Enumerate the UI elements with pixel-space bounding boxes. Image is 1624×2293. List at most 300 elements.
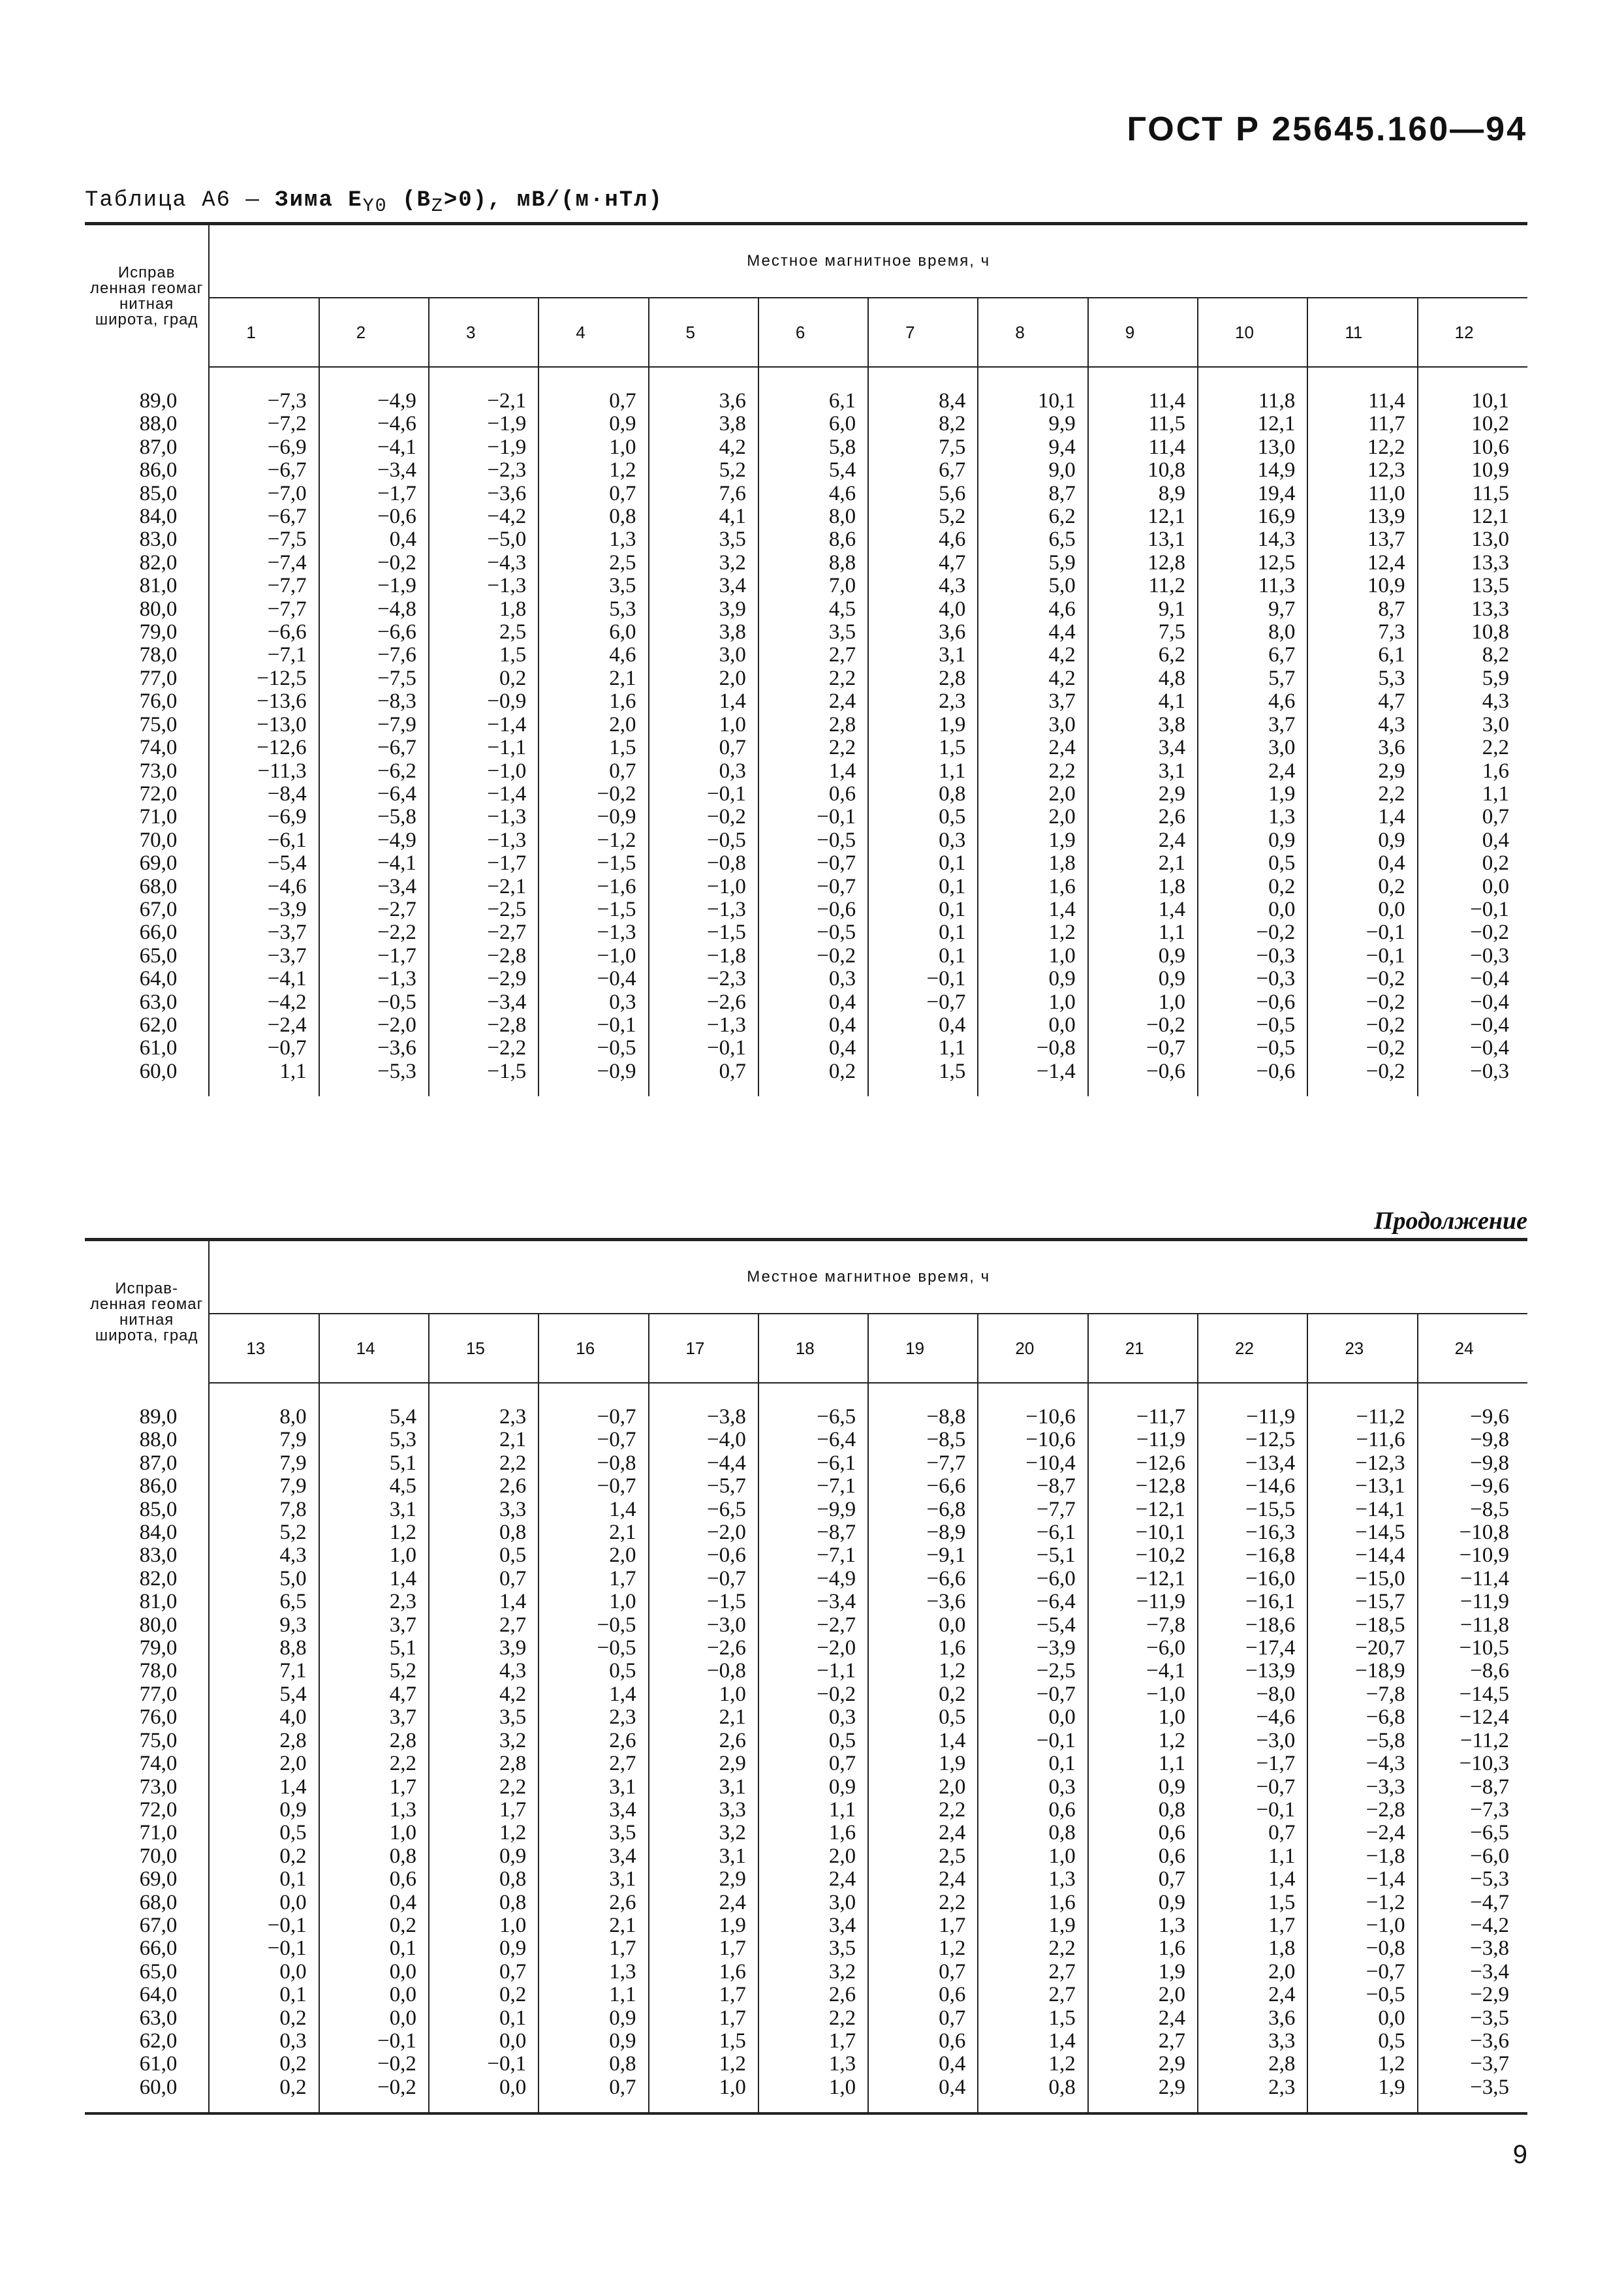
value-cell: 4,5 bbox=[758, 598, 868, 621]
value-cell: −0,8 bbox=[649, 1660, 758, 1683]
value-cell: −12,3 bbox=[1307, 1452, 1417, 1475]
table-row bbox=[85, 1776, 1527, 1799]
value-cell: −12,5 bbox=[209, 667, 319, 690]
value-cell: 0,9 bbox=[539, 2007, 648, 2030]
value-cell: −18,9 bbox=[1307, 1660, 1417, 1683]
value-cell: 1,4 bbox=[868, 1730, 978, 1752]
table-row bbox=[85, 806, 1527, 829]
value-cell: 1,7 bbox=[429, 1799, 539, 1822]
value-cell: 5,0 bbox=[978, 575, 1087, 597]
latitude-cell: 73,0 bbox=[139, 1775, 178, 1799]
latitude-cell: 71,0 bbox=[139, 805, 178, 829]
value-cell: −17,4 bbox=[1198, 1637, 1307, 1660]
value-cell: −1,2 bbox=[1307, 1891, 1417, 1914]
value-cell: 5,9 bbox=[978, 552, 1087, 575]
value-cell: 4,7 bbox=[868, 552, 978, 575]
value-cell: −9,9 bbox=[758, 1498, 868, 1521]
value-cell: 11,5 bbox=[1418, 482, 1527, 505]
value-cell: −0,5 bbox=[1307, 1984, 1417, 2006]
value-cell: −5,3 bbox=[1418, 1868, 1527, 1891]
value-cell: 0,6 bbox=[868, 1984, 978, 2006]
value-cell: −1,4 bbox=[429, 714, 539, 736]
value-cell: −0,5 bbox=[758, 829, 868, 852]
value-cell: −1,5 bbox=[539, 898, 648, 921]
value-cell: −4,3 bbox=[1307, 1752, 1417, 1775]
value-cell: 3,2 bbox=[758, 1961, 868, 1984]
value-cell: 4,6 bbox=[539, 644, 648, 667]
value-cell: 12,8 bbox=[1088, 552, 1198, 575]
value-cell: 1,0 bbox=[1088, 991, 1198, 1014]
value-cell: 3,0 bbox=[758, 1891, 868, 1914]
latitude-cell: 66,0 bbox=[139, 1937, 178, 1961]
value-cell: −6,6 bbox=[319, 621, 429, 644]
value-cell: 2,1 bbox=[539, 1914, 648, 1937]
table-row bbox=[85, 598, 1527, 621]
value-cell: 1,9 bbox=[868, 714, 978, 736]
value-cell: 0,4 bbox=[319, 528, 429, 551]
value-cell: −0,6 bbox=[649, 1544, 758, 1567]
value-cell: −10,3 bbox=[1418, 1752, 1527, 1775]
value-cell: 0,6 bbox=[1088, 1822, 1198, 1844]
value-cell: 0,8 bbox=[1088, 1799, 1198, 1822]
value-cell: 4,3 bbox=[1307, 714, 1417, 736]
value-cell: −8,0 bbox=[1198, 1683, 1307, 1706]
value-cell: 3,9 bbox=[649, 598, 758, 621]
value-cell: 0,7 bbox=[539, 367, 648, 413]
value-cell: −11,2 bbox=[1418, 1730, 1527, 1752]
value-cell: −6,7 bbox=[209, 505, 319, 528]
value-cell: 9,9 bbox=[978, 413, 1087, 435]
value-cell: −0,4 bbox=[1418, 968, 1527, 990]
table-row bbox=[85, 505, 1527, 528]
value-cell: 1,3 bbox=[978, 1868, 1087, 1891]
value-cell: 0,1 bbox=[978, 1752, 1087, 1775]
value-cell: 0,1 bbox=[429, 2007, 539, 2030]
value-cell: 0,9 bbox=[1198, 829, 1307, 852]
value-cell: 0,7 bbox=[429, 1961, 539, 1984]
table-row bbox=[85, 2030, 1527, 2053]
value-cell: −13,4 bbox=[1198, 1452, 1307, 1475]
value-cell: 2,5 bbox=[429, 621, 539, 644]
value-cell: 0,1 bbox=[319, 1937, 429, 1960]
value-cell: 1,4 bbox=[1088, 898, 1198, 921]
value-cell: 2,5 bbox=[868, 1845, 978, 1868]
value-cell: 2,2 bbox=[978, 1937, 1087, 1960]
value-cell: −0,6 bbox=[1198, 991, 1307, 1014]
value-cell: −0,1 bbox=[1418, 898, 1527, 921]
value-cell: 0,7 bbox=[429, 1568, 539, 1590]
value-cell: 0,6 bbox=[868, 2030, 978, 2053]
table-row bbox=[85, 1730, 1527, 1752]
value-cell: 7,9 bbox=[209, 1429, 319, 1451]
table-row bbox=[85, 968, 1527, 990]
value-cell: 2,0 bbox=[539, 1544, 648, 1567]
value-cell: −3,6 bbox=[319, 1037, 429, 1060]
value-cell: −1,1 bbox=[429, 736, 539, 759]
value-cell: −5,4 bbox=[978, 1614, 1087, 1637]
value-cell: 0,5 bbox=[539, 1660, 648, 1683]
value-cell: 2,3 bbox=[1198, 2076, 1307, 2113]
value-cell: 0,2 bbox=[429, 1984, 539, 2006]
value-cell: −6,6 bbox=[209, 621, 319, 644]
value-cell: 3,2 bbox=[649, 1822, 758, 1844]
value-cell: −12,1 bbox=[1088, 1498, 1198, 1521]
value-cell: 7,5 bbox=[868, 436, 978, 459]
value-cell: −3,4 bbox=[319, 876, 429, 898]
value-cell: −8,6 bbox=[1418, 1660, 1527, 1683]
table-row bbox=[85, 1614, 1527, 1637]
value-cell: −7,5 bbox=[319, 667, 429, 690]
value-cell: 0,0 bbox=[319, 1984, 429, 2006]
value-cell: −8,9 bbox=[868, 1521, 978, 1544]
value-cell: −0,2 bbox=[1307, 1037, 1417, 1060]
value-cell: −14,4 bbox=[1307, 1544, 1417, 1567]
value-cell: 3,8 bbox=[649, 621, 758, 644]
value-cell: −8,7 bbox=[758, 1521, 868, 1544]
value-cell: −0,7 bbox=[758, 876, 868, 898]
value-cell: −3,6 bbox=[1418, 2030, 1527, 2053]
value-cell: −2,1 bbox=[429, 876, 539, 898]
value-cell: 4,3 bbox=[1418, 690, 1527, 713]
value-cell: 1,2 bbox=[1088, 1730, 1198, 1752]
value-cell: −5,8 bbox=[319, 806, 429, 829]
value-cell: −15,5 bbox=[1198, 1498, 1307, 1521]
value-cell: 10,1 bbox=[1418, 367, 1527, 413]
value-cell: 5,2 bbox=[209, 1521, 319, 1544]
value-cell: −2,0 bbox=[319, 1014, 429, 1037]
latitude-cell: 85,0 bbox=[139, 481, 178, 505]
value-cell: 0,7 bbox=[1198, 1822, 1307, 1844]
value-cell: 4,8 bbox=[1088, 667, 1198, 690]
value-cell: −0,4 bbox=[1418, 1037, 1527, 1060]
table-row bbox=[85, 1475, 1527, 1498]
latitude-cell: 67,0 bbox=[139, 1913, 178, 1937]
value-cell: −2,8 bbox=[429, 945, 539, 968]
value-cell: 1,1 bbox=[868, 1037, 978, 1060]
hour-header: 19 bbox=[868, 1314, 978, 1383]
value-cell: 1,0 bbox=[649, 714, 758, 736]
value-cell: 0,9 bbox=[1088, 1776, 1198, 1799]
value-cell: 0,2 bbox=[1418, 852, 1527, 875]
value-cell: 1,7 bbox=[649, 2007, 758, 2030]
latitude-cell: 87,0 bbox=[139, 1451, 178, 1475]
hour-header: 7 bbox=[868, 298, 978, 367]
value-cell: 0,5 bbox=[868, 1706, 978, 1729]
value-cell: 3,0 bbox=[649, 644, 758, 667]
value-cell: 5,3 bbox=[1307, 667, 1417, 690]
value-cell: 8,0 bbox=[758, 505, 868, 528]
value-cell: −4,6 bbox=[319, 413, 429, 435]
latitude-cell: 80,0 bbox=[139, 597, 178, 621]
value-cell: −12,5 bbox=[1198, 1429, 1307, 1451]
value-cell: 1,3 bbox=[539, 528, 648, 551]
value-cell: 11,7 bbox=[1307, 413, 1417, 435]
value-cell: −3,5 bbox=[1418, 2076, 1527, 2113]
value-cell: −0,6 bbox=[319, 505, 429, 528]
latitude-cell: 86,0 bbox=[139, 1474, 178, 1498]
value-cell: 0,5 bbox=[758, 1730, 868, 1752]
table-row bbox=[85, 459, 1527, 482]
value-cell: −6,5 bbox=[758, 1383, 868, 1429]
value-cell: 12,5 bbox=[1198, 552, 1307, 575]
value-cell: 0,8 bbox=[868, 783, 978, 806]
value-cell: −0,8 bbox=[649, 852, 758, 875]
value-cell: −2,7 bbox=[319, 898, 429, 921]
value-cell: 10,6 bbox=[1418, 436, 1527, 459]
value-cell: −7,2 bbox=[209, 413, 319, 435]
table-row bbox=[85, 1706, 1527, 1729]
latitude-cell: 64,0 bbox=[139, 1983, 178, 2007]
value-cell: 0,2 bbox=[429, 667, 539, 690]
hour-header: 10 bbox=[1198, 298, 1307, 367]
latitude-cell: 68,0 bbox=[139, 1890, 178, 1914]
value-cell: 12,2 bbox=[1307, 436, 1417, 459]
value-cell: 0,4 bbox=[868, 2076, 978, 2113]
continuation-label: Продолжение bbox=[1373, 1207, 1527, 1235]
value-cell: 4,2 bbox=[649, 436, 758, 459]
latitude-cell: 76,0 bbox=[139, 689, 178, 714]
value-cell: 9,7 bbox=[1198, 598, 1307, 621]
value-cell: −8,3 bbox=[319, 690, 429, 713]
value-cell: 3,8 bbox=[1088, 714, 1198, 736]
value-cell: 2,1 bbox=[539, 667, 648, 690]
value-cell: 5,3 bbox=[319, 1429, 429, 1451]
value-cell: −0,1 bbox=[429, 2053, 539, 2076]
value-cell: 0,1 bbox=[868, 852, 978, 875]
table-row bbox=[85, 1060, 1527, 1096]
value-cell: −1,9 bbox=[429, 436, 539, 459]
value-cell: −4,1 bbox=[209, 968, 319, 990]
value-cell: −14,5 bbox=[1307, 1521, 1417, 1544]
value-cell: −3,0 bbox=[649, 1614, 758, 1637]
value-cell: −0,1 bbox=[209, 1914, 319, 1937]
latitude-cell: 61,0 bbox=[139, 1036, 178, 1060]
latitude-cell: 79,0 bbox=[139, 620, 178, 644]
hour-header: 3 bbox=[429, 298, 539, 367]
value-cell: −0,2 bbox=[1307, 1014, 1417, 1037]
value-cell: 1,9 bbox=[649, 1914, 758, 1937]
value-cell: 10,8 bbox=[1088, 459, 1198, 482]
value-cell: 0,5 bbox=[1307, 2030, 1417, 2053]
value-cell: 2,8 bbox=[758, 714, 868, 736]
value-cell: 3,5 bbox=[758, 621, 868, 644]
value-cell: −6,4 bbox=[978, 1590, 1087, 1613]
value-cell: 2,0 bbox=[209, 1752, 319, 1775]
value-cell: −6,6 bbox=[868, 1475, 978, 1498]
value-cell: −7,6 bbox=[319, 644, 429, 667]
value-cell: 7,9 bbox=[209, 1475, 319, 1498]
value-cell: 1,5 bbox=[978, 2007, 1087, 2030]
value-cell: 0,9 bbox=[978, 968, 1087, 990]
value-cell: −0,3 bbox=[1198, 968, 1307, 990]
table-row bbox=[85, 1660, 1527, 1683]
value-cell: −5,3 bbox=[319, 1060, 429, 1096]
value-cell: −0,2 bbox=[539, 783, 648, 806]
value-cell: 0,3 bbox=[978, 1776, 1087, 1799]
value-cell: 6,1 bbox=[1307, 644, 1417, 667]
value-cell: 0,1 bbox=[868, 898, 978, 921]
value-cell: −2,2 bbox=[319, 921, 429, 944]
value-cell: −0,2 bbox=[319, 2053, 429, 2076]
value-cell: −2,5 bbox=[978, 1660, 1087, 1683]
latitude-cell: 62,0 bbox=[139, 1013, 178, 1037]
value-cell: −0,5 bbox=[539, 1037, 648, 1060]
value-cell: 2,7 bbox=[539, 1752, 648, 1775]
value-cell: 2,8 bbox=[209, 1730, 319, 1752]
value-cell: 5,6 bbox=[868, 482, 978, 505]
value-cell: −0,1 bbox=[319, 2030, 429, 2053]
value-cell: 1,4 bbox=[539, 1683, 648, 1706]
value-cell: −0,3 bbox=[1198, 945, 1307, 968]
value-cell: 0,0 bbox=[1198, 898, 1307, 921]
value-cell: −1,0 bbox=[1307, 1914, 1417, 1937]
value-cell: −8,7 bbox=[1418, 1776, 1527, 1799]
value-cell: 3,5 bbox=[758, 1937, 868, 1960]
value-cell: 0,4 bbox=[1418, 829, 1527, 852]
value-cell: 11,4 bbox=[1088, 436, 1198, 459]
value-cell: 3,7 bbox=[319, 1706, 429, 1729]
value-cell: −7,7 bbox=[868, 1452, 978, 1475]
latitude-cell: 84,0 bbox=[139, 1521, 178, 1545]
value-cell: −0,7 bbox=[1307, 1961, 1417, 1984]
value-cell: −10,5 bbox=[1418, 1637, 1527, 1660]
value-cell: 5,0 bbox=[209, 1568, 319, 1590]
value-cell: 0,0 bbox=[1418, 876, 1527, 898]
value-cell: −8,5 bbox=[868, 1429, 978, 1451]
value-cell: −1,5 bbox=[649, 921, 758, 944]
value-cell: 3,0 bbox=[978, 714, 1087, 736]
value-cell: 12,3 bbox=[1307, 459, 1417, 482]
table-body bbox=[85, 1383, 1527, 2113]
value-cell: −9,8 bbox=[1418, 1452, 1527, 1475]
value-cell: −6,1 bbox=[758, 1452, 868, 1475]
value-cell: −6,8 bbox=[868, 1498, 978, 1521]
latitude-cell: 88,0 bbox=[139, 412, 178, 436]
value-cell: 2,8 bbox=[319, 1730, 429, 1752]
value-cell: 9,4 bbox=[978, 436, 1087, 459]
value-cell: −3,4 bbox=[319, 459, 429, 482]
value-cell: 2,9 bbox=[1088, 2053, 1198, 2076]
table-row bbox=[85, 736, 1527, 759]
value-cell: −12,8 bbox=[1088, 1475, 1198, 1498]
hour-header: 21 bbox=[1088, 1314, 1198, 1383]
value-cell: −2,4 bbox=[1307, 1822, 1417, 1844]
value-cell: −3,6 bbox=[868, 1590, 978, 1613]
value-cell: 4,5 bbox=[319, 1475, 429, 1498]
value-cell: 0,4 bbox=[758, 991, 868, 1014]
value-cell: −0,2 bbox=[1418, 921, 1527, 944]
value-cell: 2,3 bbox=[319, 1590, 429, 1613]
value-cell: −11,7 bbox=[1088, 1383, 1198, 1429]
value-cell: 1,7 bbox=[758, 2030, 868, 2053]
table-row bbox=[85, 367, 1527, 413]
value-cell: 1,4 bbox=[978, 898, 1087, 921]
latitude-cell: 77,0 bbox=[139, 666, 178, 690]
value-cell: 3,3 bbox=[1198, 2030, 1307, 2053]
value-cell: 0,7 bbox=[1418, 806, 1527, 829]
value-cell: −0,1 bbox=[978, 1730, 1087, 1752]
latitude-cell: 74,0 bbox=[139, 1752, 178, 1776]
value-cell: 5,1 bbox=[319, 1452, 429, 1475]
value-cell: −0,5 bbox=[758, 921, 868, 944]
latitude-cell: 60,0 bbox=[139, 1059, 178, 1083]
value-cell: 5,4 bbox=[319, 1383, 429, 1429]
value-cell: 0,9 bbox=[539, 2030, 648, 2053]
value-cell: 2,6 bbox=[539, 1891, 648, 1914]
value-cell: −16,8 bbox=[1198, 1544, 1307, 1567]
value-cell: 8,0 bbox=[1198, 621, 1307, 644]
value-cell: 2,0 bbox=[868, 1776, 978, 1799]
value-cell: −2,9 bbox=[1418, 1984, 1527, 2006]
value-cell: −11,3 bbox=[209, 760, 319, 783]
value-cell: 2,2 bbox=[429, 1776, 539, 1799]
value-cell: 3,5 bbox=[539, 1822, 648, 1844]
value-cell: 6,0 bbox=[758, 413, 868, 435]
value-cell: −0,4 bbox=[1418, 1014, 1527, 1037]
value-cell: −2,3 bbox=[649, 968, 758, 990]
value-cell: −4,9 bbox=[319, 367, 429, 413]
value-cell: 0,8 bbox=[429, 1868, 539, 1891]
value-cell: −6,1 bbox=[978, 1521, 1087, 1544]
value-cell: −8,8 bbox=[868, 1383, 978, 1429]
value-cell: 1,0 bbox=[539, 1590, 648, 1613]
value-cell: 5,2 bbox=[319, 1660, 429, 1683]
value-cell: 2,1 bbox=[1088, 852, 1198, 875]
hour-header: 20 bbox=[978, 1314, 1087, 1383]
value-cell: −6,9 bbox=[209, 436, 319, 459]
value-cell: 2,0 bbox=[1088, 1984, 1198, 2006]
latitude-cell: 84,0 bbox=[139, 505, 178, 529]
value-cell: −7,4 bbox=[209, 552, 319, 575]
value-cell: 1,9 bbox=[868, 1752, 978, 1775]
value-cell: 6,7 bbox=[868, 459, 978, 482]
value-cell: 14,9 bbox=[1198, 459, 1307, 482]
value-cell: −16,3 bbox=[1198, 1521, 1307, 1544]
value-cell: −3,8 bbox=[649, 1383, 758, 1429]
value-cell: −0,3 bbox=[1418, 945, 1527, 968]
table-row bbox=[85, 1752, 1527, 1775]
table-row bbox=[85, 1868, 1527, 1891]
hour-header-row bbox=[85, 298, 1527, 367]
value-cell: 1,0 bbox=[429, 1914, 539, 1937]
latitude-cell: 82,0 bbox=[139, 550, 178, 575]
value-cell: 1,7 bbox=[539, 1568, 648, 1590]
value-cell: 13,3 bbox=[1418, 552, 1527, 575]
value-cell: 2,2 bbox=[429, 1452, 539, 1475]
value-cell: 6,5 bbox=[978, 528, 1087, 551]
value-cell: 2,4 bbox=[1088, 829, 1198, 852]
value-cell: 0,7 bbox=[868, 1961, 978, 1984]
value-cell: 1,0 bbox=[649, 2076, 758, 2113]
value-cell: 3,5 bbox=[429, 1706, 539, 1729]
value-cell: 2,9 bbox=[649, 1752, 758, 1775]
value-cell: 0,1 bbox=[868, 945, 978, 968]
value-cell: 1,9 bbox=[978, 829, 1087, 852]
value-cell: −0,6 bbox=[758, 898, 868, 921]
table-row bbox=[85, 852, 1527, 875]
value-cell: 12,1 bbox=[1198, 413, 1307, 435]
value-cell: −4,4 bbox=[649, 1452, 758, 1475]
value-cell: 4,6 bbox=[758, 482, 868, 505]
table-row bbox=[85, 760, 1527, 783]
value-cell: 2,4 bbox=[978, 736, 1087, 759]
value-cell: −0,7 bbox=[539, 1383, 648, 1429]
value-cell: 1,0 bbox=[1088, 1706, 1198, 1729]
value-cell: 10,2 bbox=[1418, 413, 1527, 435]
value-cell: 0,4 bbox=[758, 1014, 868, 1037]
value-cell: −1,3 bbox=[649, 1014, 758, 1037]
value-cell: −7,3 bbox=[1418, 1799, 1527, 1822]
